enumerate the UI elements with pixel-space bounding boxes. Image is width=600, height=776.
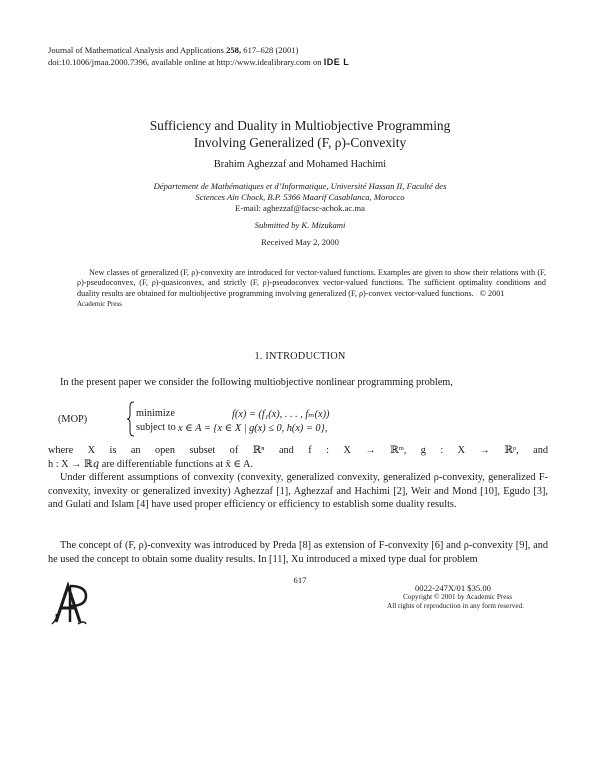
abstract-press: Academic Press — [77, 299, 122, 308]
submitted-by: Submitted by K. Mizukami — [254, 220, 346, 230]
body-paragraph-4: The concept of (F, ρ)-convexity was introduced by Preda [8] as extension of F-convexity [6] and ρ-convexity [9], and he used the concept to obtain some duality results. In [11], Xu introduced a mixed type dual for problem — [48, 540, 548, 565]
journal-header — [48, 45, 298, 56]
body-paragraph-1: In the present paper we consider the following multiobjective nonlinear programming problem, — [60, 377, 453, 388]
doi-text[interactable]: doi:10.1006/jmaa.2000.7396, available online at http://www.idealibrary.com on — [48, 57, 322, 67]
footer-copyright-block — [387, 584, 524, 612]
title-line-1: Sufficiency and Duality in Multiobjective Programming — [149, 118, 451, 133]
paragraph-2-line-1: where X is an open subset of ℝⁿ and f : X → ℝᵐ, g : X → ℝᵖ, and — [48, 445, 548, 456]
page-number: 617 — [293, 575, 307, 585]
section-heading: 1. INTRODUCTION — [254, 351, 346, 362]
academic-press-logo — [48, 578, 90, 626]
body-paragraph-2 — [48, 444, 548, 471]
affiliation — [0, 181, 600, 203]
footer-rights: All rights of reproduction in any form reserved. — [387, 602, 524, 611]
mop-minimize-label: minimize — [136, 408, 175, 419]
received-date: Received May 2, 2000 — [261, 237, 339, 247]
abstract — [77, 268, 546, 309]
mop-label: (MOP) — [58, 414, 88, 425]
paper-title — [0, 117, 600, 151]
journal-pages: 617–628 (2001) — [243, 45, 299, 55]
journal-volume: 258, — [226, 45, 242, 55]
left-brace-icon — [126, 401, 136, 437]
author-email[interactable]: E-mail: aghezzaf@facsc-achok.ac.ma — [235, 203, 365, 213]
journal-name: Journal of Mathematical Analysis and Applications — [48, 45, 224, 55]
mop-subject-label: subject to — [136, 422, 176, 433]
footer-copyright: Copyright © 2001 by Academic Press — [403, 593, 513, 602]
paragraph-2-line-2: h : X → ℝ𝑞 are differentiable functions at x̄ ∈ A. — [48, 458, 254, 470]
body-paragraph-3: Under different assumptions of convexity (convexity, generalized convexity, generalized ρ-convexity, generalized F-convexity, invexity or generalized invexity) Aghezzaf [1], Aghezzaf and Hachimi [2], Weir and Mond [10], Egudo [3], and Gulati and Islam [4] have used proper efficiency or efficiency to establish some duality results. — [48, 472, 548, 511]
affiliation-line-1: Département de Mathématiques et d’Informatique, Université Hassan II, Faculté des — [153, 181, 447, 191]
mop-constraint: x ∈ A = {x ∈ X | g(x) ≤ 0, h(x) = 0}, — [178, 423, 328, 434]
mop-objective: f(x) = (f₁(x), . . . , fₘ(x)) — [232, 409, 330, 420]
issn-price: 0022-247X/01 $35.00 — [415, 583, 491, 593]
mop-brace — [126, 401, 136, 437]
abstract-copyright: © 2001 — [479, 288, 505, 298]
affiliation-line-2: Sciences Aïn Chock, B.P. 5366 Maarif Casablanca, Morocco — [195, 192, 405, 202]
abstract-text: New classes of generalized (F, ρ)-convexity are introduced for vector-valued functions. Examples are given to show their relations with (F, ρ)-pseudoconvex, (F, ρ)-quasiconvex, and strictly (F, ρ)-pseudoconvex vector-valued functions. The sufficient optimality conditions and duality results are obtained for multiobjective programming involving generalized (F, ρ)-convex vector-valued functions. — [77, 268, 546, 298]
ideal-logo: IDE L — [323, 57, 350, 67]
title-line-2: Involving Generalized (F, ρ)-Convexity — [193, 135, 407, 150]
doi-line — [48, 57, 349, 68]
paper-authors: Brahim Aghezzaf and Mohamed Hachimi — [213, 159, 387, 170]
